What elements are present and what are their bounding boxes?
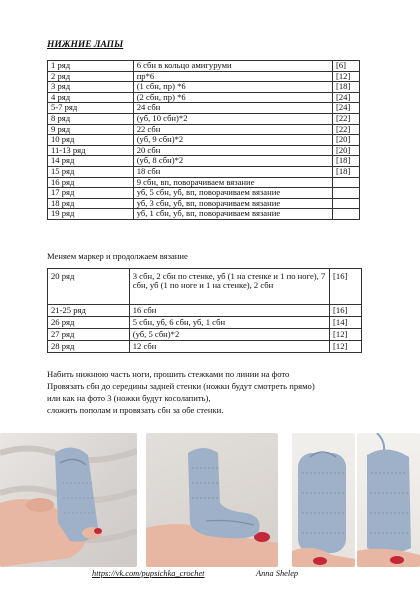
table-row: [48, 82, 360, 93]
instruction-line: Провязать сбн до середины задней стенки (ножки будут смотреть прямо): [47, 381, 315, 391]
table-row: [48, 329, 362, 341]
stitch-count-cell: [22]: [333, 124, 360, 135]
instruction-cell: 6 сбн в кольцо амигуруми: [133, 61, 332, 72]
row-number-cell: 16 ряд: [48, 177, 134, 188]
row-number-cell: 1 ряд: [48, 61, 134, 72]
table-row: [48, 103, 360, 114]
table-row: [48, 177, 360, 188]
row-number-cell: 15 ряд: [48, 166, 134, 177]
table-row: [48, 92, 360, 103]
stitch-count-cell: [18]: [333, 156, 360, 167]
instruction-cell: 3 сбн, 2 сбн по стенке, уб (1 на стенке и 1 по ноге), 7 сбн, уб (1 по ноге и 1 на стенке), 2 сбн: [129, 269, 329, 305]
pattern-table-2: [47, 268, 362, 353]
table-row: [48, 305, 362, 317]
instruction-cell: уб, 1 сбн, уб, вп, поворачиваем вязание: [133, 209, 332, 220]
pattern-table-1: [47, 60, 360, 220]
stitch-count-cell: [333, 198, 360, 209]
row-number-cell: 5-7 ряд: [48, 103, 134, 114]
stitch-count-cell: [24]: [333, 92, 360, 103]
instruction-cell: (уб, 5 сбн)*2: [129, 329, 329, 341]
table-row: [48, 61, 360, 72]
instruction-line: сложить пополам и провязать сбн за обе стенки.: [47, 405, 224, 415]
row-number-cell: 21-25 ряд: [48, 305, 130, 317]
row-number-cell: 17 ряд: [48, 188, 134, 199]
footer-link[interactable]: https://vk.com/pupsichka_crochet: [92, 569, 205, 578]
table-row: [48, 71, 360, 82]
stitch-count-cell: [22]: [333, 113, 360, 124]
stitch-count-cell: [18]: [333, 82, 360, 93]
instructions: [47, 368, 367, 416]
row-number-cell: 26 ряд: [48, 317, 130, 329]
stitch-count-cell: [16]: [330, 305, 362, 317]
row-number-cell: 4 ряд: [48, 92, 134, 103]
marker-note: Меняем маркер и продолжаем вязание: [47, 251, 188, 261]
stitch-count-cell: [20]: [333, 145, 360, 156]
row-number-cell: 3 ряд: [48, 82, 134, 93]
row-number-cell: 28 ряд: [48, 341, 130, 353]
stitch-count-cell: [24]: [333, 103, 360, 114]
footer-author: Anna Shelep: [256, 569, 299, 578]
instruction-cell: (2 сбн, пр) *6: [133, 92, 332, 103]
instruction-cell: пр*6: [133, 71, 332, 82]
photo-leg-bent: [146, 433, 278, 567]
stitch-count-cell: [12]: [330, 341, 362, 353]
instruction-cell: (уб, 9 сбн)*2: [133, 135, 332, 146]
instruction-line: или как на фото 3 (ножки будут косолапить),: [47, 393, 211, 403]
instruction-line: Набить нижнюю часть ноги, прошить стежками по линии на фото: [47, 369, 290, 379]
stitch-count-cell: [333, 209, 360, 220]
stitch-count-cell: [20]: [333, 135, 360, 146]
table-row: [48, 145, 360, 156]
row-number-cell: 20 ряд: [48, 269, 130, 305]
stitch-count-cell: [12]: [330, 329, 362, 341]
stitch-count-cell: [16]: [330, 269, 362, 305]
photo-leg-flat: [292, 433, 355, 567]
table-row: [48, 198, 360, 209]
instruction-cell: (уб, 8 сбн)*2: [133, 156, 332, 167]
table-row: [48, 341, 362, 353]
stitch-count-cell: [333, 177, 360, 188]
stitch-count-cell: [14]: [330, 317, 362, 329]
table-row: [48, 317, 362, 329]
table-row: [48, 113, 360, 124]
instruction-cell: 5 сбн, уб, 6 сбн, уб, 1 сбн: [129, 317, 329, 329]
table-row: [48, 166, 360, 177]
row-number-cell: 11-13 ряд: [48, 145, 134, 156]
instruction-cell: уб, 3 сбн, уб, вп, поворачиваем вязание: [133, 198, 332, 209]
stitch-count-cell: [6]: [333, 61, 360, 72]
instruction-cell: 16 сбн: [129, 305, 329, 317]
instruction-cell: 18 сбн: [133, 166, 332, 177]
stitch-count-cell: [12]: [333, 71, 360, 82]
photo-leg-in-hand: [0, 433, 137, 567]
instruction-cell: (1 сбн, пр) *6: [133, 82, 332, 93]
row-number-cell: 14 ряд: [48, 156, 134, 167]
page-title: НИЖНИЕ ЛАПЫ: [47, 40, 124, 50]
table-row: [48, 156, 360, 167]
row-number-cell: 10 ряд: [48, 135, 134, 146]
photo-leg-folded: [357, 433, 420, 567]
stitch-count-cell: [333, 188, 360, 199]
table-row: [48, 135, 360, 146]
instruction-cell: (уб, 10 сбн)*2: [133, 113, 332, 124]
table-row: [48, 124, 360, 135]
row-number-cell: 8 ряд: [48, 113, 134, 124]
table-row: [48, 269, 362, 305]
stitch-count-cell: [18]: [333, 166, 360, 177]
instruction-cell: 24 сбн: [133, 103, 332, 114]
row-number-cell: 9 ряд: [48, 124, 134, 135]
table-row: [48, 188, 360, 199]
instruction-cell: 9 сбн, вп, поворачиваем вязание: [133, 177, 332, 188]
instruction-cell: уб, 5 сбн, уб, вп, поворачиваем вязание: [133, 188, 332, 199]
instruction-cell: 20 сбн: [133, 145, 332, 156]
instruction-cell: 22 сбн: [133, 124, 332, 135]
row-number-cell: 2 ряд: [48, 71, 134, 82]
row-number-cell: 18 ряд: [48, 198, 134, 209]
instruction-cell: 12 сбн: [129, 341, 329, 353]
row-number-cell: 19 ряд: [48, 209, 134, 220]
table-row: [48, 209, 360, 220]
row-number-cell: 27 ряд: [48, 329, 130, 341]
